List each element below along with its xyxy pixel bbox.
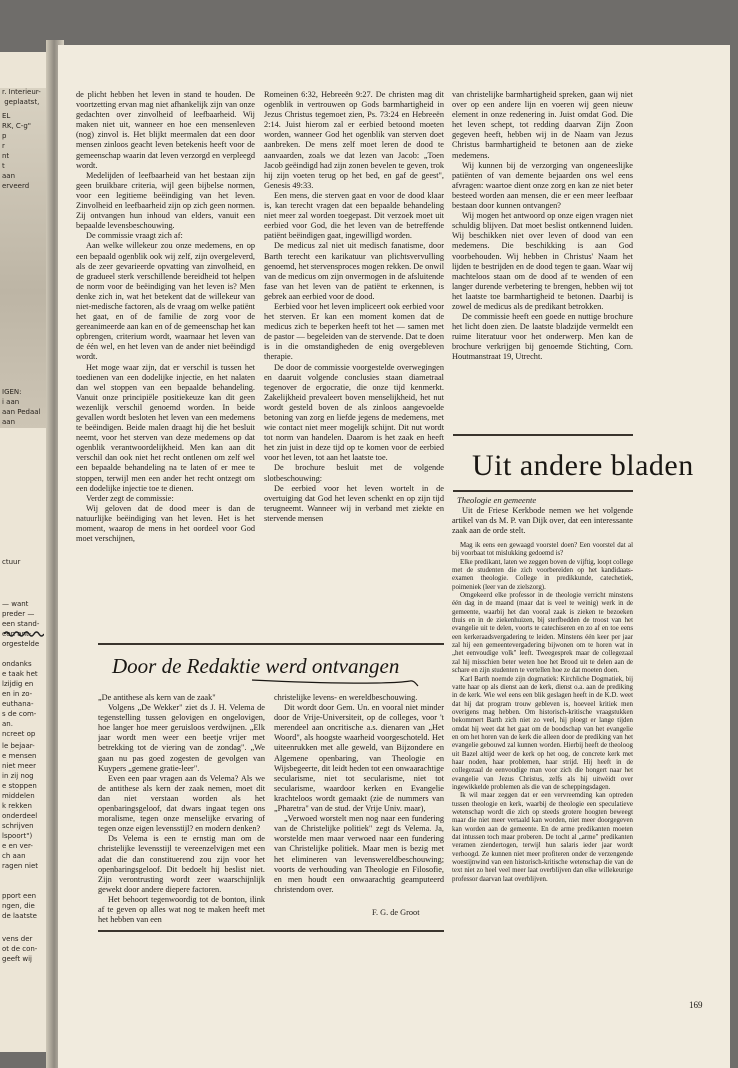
paragraph: Elke predikant, laten we zeggen boven de vijftig, loopt college met de studenten die zich voorbereiden op het kandidaats-examen theologie. College in predikkunde, catechetiek, poimeniek (leer van de zielszorg). — [452, 558, 633, 591]
uit-andere-bladen-heading: Uit andere bladen — [472, 449, 694, 482]
signature: F. G. de Groot — [372, 908, 420, 917]
article-column-3 — [452, 90, 633, 390]
paragraph: christelijke levens- en wereldbeschouwing. — [274, 693, 418, 702]
paragraph: de plicht hebben het leven in stand te houden. De voortzetting ervan mag niet afhankelijk zijn van onze gedachten over zinvolheid of leefbaarheid. Wij maken niet uit, wanneer en hoe een mensenleven (nog) zinvol is. Het blijkt meermalen dat een door mensen zinloos geacht leven betekenis heeft voor de gemeenschap waarin dat leven verzorgd en verpleegd wordt. — [76, 90, 255, 170]
facing-page-fragment: k rekken — [2, 802, 32, 810]
facing-page-fragment: ragen niet — [2, 862, 39, 870]
facing-page-fragment: vens der — [2, 935, 33, 943]
facing-page-fragment: en in zo- — [2, 690, 33, 698]
facing-page-fragment: aan — [2, 172, 16, 180]
facing-page-fragment: ctuur — [2, 558, 21, 566]
paragraph: Het behoort tegenwoordig tot de bonton, ilink af te geven op alles wat nog te maken heeft met het hebben van een — [98, 894, 265, 925]
paragraph: Eerbied voor het leven impliceert ook eerbied voor het sterven. Er kan een moment komen dat de medicus zich te beperken heeft tot het — samen met de pastor — begeleiden van de stervende. Dat te doen is in die omstandigheden de enig overgebleven therapie. — [264, 301, 444, 362]
paragraph: „Verwoed worstelt men nog naar een fundering van de Christelijke politiek" zegt ds Velema. Ja, worstelde men maar verwoed naar een fundering van Christelijke politiek. Maar men is bezig met het elimineren van levenswereldbeschouwing; voorts de verhouding van Theologie en Filosofie, en men houdt een onwaarachtig geamputeerd christendom over. — [274, 814, 444, 893]
paragraph: De commissie vraagt zich af: — [86, 231, 183, 241]
paragraph: De door de commissie voorgestelde overwegingen en daaruit volgende conclusies staan diametraal tegenover de ergocratie, die onze tijd kenmerkt. Zakelijkheid prevaleert boven menselijkheid, het nut wordt gesteld boven de als zinloos aangevoelde betoning van zorg en liefde jegens de medemens, met wie contact niet meer mogelijk schijnt. Dit nut wordt tot norm van handelen. Daarom is het zaak en heeft het zin juist in deze tijd op te komen voor de eerbied voor het leven, tot aan het laatste toe. — [264, 362, 444, 463]
facing-page-fragment: een stand- — [2, 620, 40, 628]
facing-page-fragment: pport een — [2, 892, 37, 900]
section-rule — [98, 930, 444, 932]
facing-page-fragment: preder — — [2, 610, 35, 618]
facing-page-fragment: IGEN: — [2, 388, 22, 396]
paragraph: Karl Barth noemde zijn dogmatiek: Kirchliche Dogmatiek, bij vatte haar op als dienst aan de kerk, dienst o.a. aan de prediking in de kerk. Wie wel eens een blik geslagen heeft in de K.D. weet dat hij dat program trouw gebleven is, hoeveel kritiek men overigens mag hebben. Om historisch-kritische vraagstukken bekommert Barth zich niet zo veel, hij ploegt er lange tijden omdat hij weet dat het gaat om de boodschap van het evangelie en om het horen van de kerk die alleen door de prediking van het evangelie gebouwd zal kunnen worden. Hierbij heeft de theoloog uit Bazel altijd weer de kerk op het oog, de concrete kerk met haar noden, haar problemen, haar strijd. Hij heeft in de collegezaal de eenvoudige man voor zich die hongert naar het evangelie van Jezus Christus, zelfs als hij uitwèidt over ingewikkelde problemen als die van de scheppingsdagen. — [452, 675, 633, 791]
paragraph: Medelijden of leefbaarheid van het bestaan zijn geen bruikbare criteria, wijl geen bijbelse normen, voor een legitieme beëindiging van het leven. Zinvolheid en leefbaarheid zijn op zich geen normen. Zij ontvangen hun inhoud van elders, vanuit een bepaalde levensbeschouwing. — [76, 170, 255, 231]
paragraph: De medicus zal niet uit medisch fanatisme, door Barth terecht een karikatuur van plichtsvervulling genoemd, het stervensproces mogen rekken. De onwil van de medicus om zijn onvermogen in de afsluitende fase van het leven van de patiënt te erkennen, is gebrek aan eerbied voor de dood. — [264, 241, 444, 301]
facing-page-fragment: ngen, die — [2, 902, 35, 910]
facing-page-fragment: in zij nog — [2, 772, 34, 780]
paragraph: Omgekeerd elke professor in de theologie verricht minstens één dag in de maand (maar dat is veel te weinig) werk in de gemeente, waarbij het dan vooral zaak is zieken te bezoeken thuis en in de ziekenhuizen, bij sterfbedden de troost van het evangelie uit te delen, voorts te catechiseren en zo af en toe eens een kerkeraadsvergadering te leiden. Minstens één keer per jaar zal hij een gemeentevergadering bijwonen om te horen wat in „het eenvoudige volk" leeft. Tweegesprek maar de collegezaal zal hij misschien beter weten hoe het Brood uit te delen aan de schare en zijn studenten te vertellen hoe ze dat moeten doen. — [452, 592, 633, 675]
redaktie-heading: Door de Redaktie werd ontvangen — [112, 654, 400, 678]
paragraph: van christelijke barmhartigheid spreken, gaan wij niet over op een andere lijn en voeren wij geen nieuw element in onze redenering in. Juist omdat God. Die het leven schept, tot redding daarvan Zijn Zoon gegeven heeft, hebben wij in de Naam van Jezus Christus barmhartigheid te betonen aan de zieke medemens. — [452, 90, 633, 160]
paragraph: Dit wordt door Gem. Un. en vooral niet minder door de Vrije-Universiteit, op de colleges, voor 't merendeel aan oncritische a.s. dienaren van „Het Woord", als hoogste waarheid voorgeschoteld. Het uiteenrukken met alle geweld, van Bijzondere en Algemene openbaring, van Theologie en Wijsbegeerte, dit leidt heden tot een onwaarachtige secularisme, niet tot secularisme, niet tot secularisme, waardoor kerken en Evangelie krachteloos wordt gemaakt (zie de nummers van „Pharetra" van de stud. der Vrije Univ. maar), — [274, 703, 444, 814]
facing-page-fragment: ondanks — [2, 660, 32, 668]
facing-page-fragment: aan — [2, 418, 16, 426]
paragraph: Ds Velema is een te ernstig man om de christelijke levensstijl te vereenzelvigen met een adat die dan constituerend zou zijn voor het openbaringsgeloof. Dit bedoelt hij beslist niet. Zijn verontrusting wordt zeer waarschijnlijk gewekt door andere diepere factoren. — [98, 834, 265, 894]
facing-page-fragment: RK, C-g" — [2, 122, 31, 130]
paragraph: Het moge waar zijn, dat er verschil is tussen het toedienen van een dodelijke injectie, en het nalaten dan wel stoppen van een bepaalde behandeling. Vanuit onze principiële positiekeuze kan dit geen wezenlijk verschil genoemd worden. In beide gevallen wordt besloten het leven van een medemens te beëindigen. Beide malen draagt hij die het besluit neemt, voor het sterven van deze medemens op dat ogenblik verantwoordelijkheid. Men kan aan dit verschil dan ook niet het recht ontlenen om zelf wel een bepaalde behandeling na te laten of er mee te stoppen, terwijl men een ander het recht ontzegt om een dodelijke injectie toe te dienen. — [76, 362, 255, 493]
redaktie-column-1 — [98, 693, 265, 927]
section-rule — [453, 490, 633, 492]
paragraph: Wij kunnen bij de verzorging van ongeneeslijke patiënten of van demente bejaarden ons wel eens afvragen: waartoe dient onze zorg en kan ze niet beter besteed worden aan mensen, die er een meer leefbaar bestaan door kunnen ontvangen? — [452, 160, 633, 211]
facing-page-fragment: nt — [2, 152, 10, 160]
paragraph: De brochure besluit met de volgende slotbeschouwing: — [264, 463, 444, 483]
facing-page-fragment: e mensen — [2, 752, 37, 760]
paragraph: Aan welke willekeur zou onze medemens, en op een bepaald ogenblik ook wij zelf, zijn overgeleverd, als de zeer gevarieerde opvatting van zinvolheid, en de gradueel sterk verschillende bereidheid tot helpen de norm voor de beëindiging van het leven is? Men denke zich in, wat het betekent dat de willekeur van niet-medische factoren, als de vraag om welke patiënt het gaat, en of de familie de zorg voor de gereanimeerde aan kan en of de gemeenschap het kan opbrengen, criterium wordt, waarnaar het leven van de één wel, en het leven van de ander niet beëindigd wordt. — [76, 241, 255, 362]
facing-page-fragment: onderdeel — [2, 812, 38, 820]
article-column-2 — [264, 90, 444, 644]
paragraph: Even een paar vragen aan ds Velema? Als we de antithese als kern der zaak nemen, moet dit dan niet verstaan worden als het openbaringsgeloof, dat dwars ingaat tegen ons moralisme, tegen onze menselijke ervaring of tegen onze eigen levensstijl? en modern denken? — [98, 773, 265, 834]
facing-page-fragment: geplaatst, — [2, 98, 40, 106]
facing-page-fragment: le bejaar- — [2, 742, 35, 750]
uit-quoted-article — [452, 542, 633, 972]
paragraph: „De antithese als kern van de zaak" — [98, 693, 216, 702]
redaktie-column-2 — [274, 693, 444, 893]
facing-page-fragment: p — [2, 132, 7, 140]
decorative-wave — [4, 630, 44, 638]
facing-page-fragment: geeft wij — [2, 955, 32, 963]
facing-page-fragment: erveerd — [2, 182, 30, 190]
page-number: 169 — [689, 1000, 703, 1010]
facing-page-fragment: r. Interieur- — [2, 88, 41, 96]
facing-page-fragment: een ant- — [2, 630, 32, 638]
paragraph: De commissie heeft een goede en nuttige brochure het licht doen zien. De laatste bladzijde vermeldt een ruime literatuur voor het onderwerp. Men kan de brochure verkrijgen bij genoemde Stichting, Corn. Houtmanstraat 19, Utrecht. — [452, 312, 633, 362]
facing-page-fragment: euthana- — [2, 700, 34, 708]
facing-page-fragment: orgestelde — [2, 640, 40, 648]
facing-page-fragment: lspoort") — [2, 832, 33, 840]
facing-page-fragment: niet meer — [2, 762, 36, 770]
paragraph: Uit de Friese Kerkbode nemen we het volgende artikel van ds M. P. van Dijk over, dat een interessante zaak aan de orde stelt. — [452, 506, 633, 536]
facing-page-fragment: i aan — [2, 398, 20, 406]
facing-page-fragment: s de com- — [2, 710, 37, 718]
paragraph: De eerbied voor het leven wortelt in de overtuiging dat God het leven schenkt en op zijn tijd terugneemt. Wanneer wij in verband met ziekte en stervende mensen — [264, 483, 444, 523]
paragraph: Romeinen 6:32, Hebreeën 9:27. De christen mag dit ogenblik in vertrouwen op Gods barmhartigheid in Jezus Christus tegemoet zien, Ps. 73:24 en Hebreeën 2:14. Juist hierom zal er eerbied betoond moeten worden, wanneer God het ogenblik van sterven doet aanbreken. De mens zelf moet leren de dood te aanvaarden, zoals we dat lezen van Jacob: „Toen Jacob geëindigd had zijn zonen bevelen te geven, trok hij zijn voeten terug op het bed, en gaf de geest", Genesis 49:33. — [264, 90, 444, 190]
facing-page-fragment: — want — [2, 600, 29, 608]
article-column-1 — [76, 90, 255, 644]
facing-page-fragment: lzijdig en — [2, 680, 34, 688]
redaktie-swash — [102, 678, 420, 688]
facing-page-fragment: r — [2, 142, 5, 150]
section-rule — [98, 643, 444, 645]
facing-page-fragment: an. — [2, 720, 13, 728]
paragraph: Ik wil maar zeggen dat er een vervreemding kan optreden tussen theologie en kerk, waarbij de theologie een speculatieve wetenschap wordt die zich op steeds grotere hoogten beweegt maar die niet meer vertaald kan worden, niet meer doorgegeven kan worden aan de gemeente. En de arme predikanten moeten dat intussen toch maar proberen. De tocht al „arme" predikanten veramen ziendertogen, terwijl hun salaris ieder jaar wordt verhoogd. Ze kunnen niet meer profiteren onder de verzengende woestijnwind van een historisch-kritische wetenschap die van de text niet zo heel veel meer laat overblijven dan elke willekeurige professor daarvan laat overblijven. — [452, 792, 633, 883]
facing-page-fragment: e stoppen — [2, 782, 37, 790]
facing-page-fragment: schrijven — [2, 822, 34, 830]
paragraph: Wij mogen het antwoord op onze eigen vragen niet schuldig blijven. Dat moet beslist ontkennend luiden. Wij beschikken niet over leven of dood van een medemens. Die beschikking is aan God voorbehouden. Wij hebben in Christus' Naam het lijden te bestrijden en de dood tegen te gaan. Waar wij machteloos staan om de dood af te wenden of een langer durende verbetering te brengen, hebben wij tot het laatste toe barmhartigheid te betonen. Daarbij is zowel de medicus als de predikant betrokken. — [452, 211, 633, 311]
facing-page-fragment: e taak het — [2, 670, 38, 678]
facing-page-fragment: ncreet op — [2, 730, 36, 738]
paragraph: Volgens „De Wekker" ziet ds J. H. Velema de tegenstelling tussen gelovigen en ongelovigen, hoe langer hoe meer geruisloos verdwijnen. „Elk jaar wordt men weer een beetje vrijer met betrekking tot de viering van de zondag". „We gaan nu pas goed zogesten de gevolgen van Kuypers „gemene gratie-leer". — [98, 703, 265, 773]
facing-page-fragment: de laatste — [2, 912, 37, 920]
facing-page-fragment: ot de con- — [2, 945, 38, 953]
facing-page-photo — [0, 88, 48, 428]
facing-page-fragment: t — [2, 162, 5, 170]
facing-page-fragment: ch aan — [2, 852, 26, 860]
facing-page-fragment: e en ver- — [2, 842, 33, 850]
uit-intro — [452, 506, 633, 540]
paragraph: Wij geloven dat de dood meer is dan de natuurlijke beëindiging van het leven. Het is het moment, waarop de mens in het oordeel voor God moet verschijnen, — [76, 503, 255, 544]
paragraph: Verder zegt de commissie: — [86, 493, 174, 503]
paragraph: Een mens, die sterven gaat en voor de dood klaar is, kan terecht vragen dat een bepaalde behandeling niet meer zal worden toegepast. Dit verzoek moet uit eerbied voor God, die het leven van de betreffende patiënt beëindigen gaat, ingewilligd worden. — [264, 190, 444, 241]
facing-page-edge — [0, 52, 52, 1052]
facing-page-fragment: middelen — [2, 792, 35, 800]
section-rule — [453, 434, 633, 436]
paragraph: Mag ik eens een gewaagd voorstel doen? Een voorstel dat al bij voorbaat tot mislukking gedoemd is? — [452, 542, 633, 558]
facing-page-fragment: EL — [2, 112, 11, 120]
uit-subheading: Theologie en gemeente — [457, 495, 537, 505]
facing-page-fragment: aan Pedaal — [2, 408, 41, 416]
